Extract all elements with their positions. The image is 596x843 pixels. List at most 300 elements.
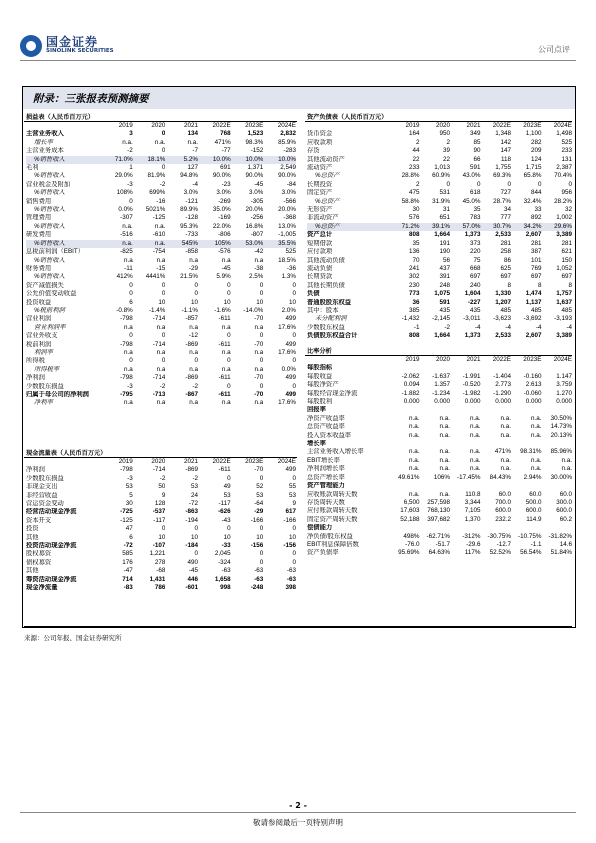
table-cell: 490	[187, 558, 199, 566]
year-header: 2022E	[212, 458, 231, 465]
table-cell: -1,005	[278, 231, 296, 239]
year-header: 2020	[151, 122, 166, 129]
table-cell: 53.0%	[231, 240, 264, 248]
table-cell: n.a	[189, 323, 199, 331]
table-cell: n.a.	[500, 431, 511, 439]
row-label: 公允价值变动收益	[26, 290, 77, 298]
table-cell: -867	[185, 391, 199, 398]
table-cell: 53	[191, 483, 199, 491]
table-cell: -869	[185, 374, 199, 382]
table-cell: 35	[412, 239, 420, 247]
table-row	[307, 516, 572, 524]
table-cell: 385	[408, 306, 420, 314]
table-row	[26, 349, 296, 357]
table-cell: 9	[292, 500, 296, 508]
table-cell: 499	[285, 466, 296, 474]
table-cell: 110.8	[465, 490, 481, 498]
table-row	[26, 525, 296, 533]
table-row	[307, 147, 572, 155]
table-row	[307, 206, 572, 214]
table-cell: 134	[187, 130, 199, 138]
row-label: 资产管理能力	[307, 482, 345, 490]
table-cell: 697	[530, 273, 542, 281]
table-cell: 0	[194, 550, 199, 558]
table-cell: 471%	[494, 448, 511, 456]
table-cell	[511, 440, 542, 448]
table-cell	[511, 524, 542, 532]
table-cell: n.a.	[187, 138, 199, 146]
table-cell: 1,755	[495, 164, 511, 172]
table-cell: -43	[221, 516, 231, 524]
table-cell: 0	[476, 180, 481, 188]
table-cell: -3	[127, 180, 133, 188]
table-cell: n.a.	[408, 490, 420, 498]
table-cell: 90.0%	[278, 172, 296, 180]
table-cell: n.a	[254, 256, 264, 264]
table-cell: -15	[156, 264, 166, 272]
table-cell: n.a	[254, 323, 264, 331]
table-cell: 9	[161, 491, 166, 499]
table-cell: 60.2	[559, 515, 572, 523]
table-cell: 0	[161, 147, 166, 155]
table-cell: 576	[408, 214, 420, 222]
table-cell: -63	[286, 575, 296, 583]
table-cell: 10	[256, 298, 264, 306]
table-row	[26, 374, 296, 382]
row-label: 管理费用	[26, 214, 52, 222]
table-cell: -725	[120, 508, 133, 516]
table-cell: -3,011	[463, 315, 481, 323]
table-cell: -166	[250, 516, 264, 524]
table-cell: 0	[227, 382, 231, 390]
table-cell: 241	[408, 264, 420, 272]
table-cell: n.a	[156, 348, 166, 356]
table-row	[26, 307, 296, 315]
table-cell: 105%	[198, 240, 231, 248]
table-cell: -117	[153, 516, 166, 524]
table-cell: 2,533	[495, 332, 511, 340]
table-cell: 84.43%	[489, 473, 511, 481]
row-label: 筹资活动现金净流	[26, 575, 77, 583]
table-cell: n.a.	[439, 456, 450, 464]
table-cell: n.a.	[530, 423, 542, 431]
table-cell: -324	[218, 558, 231, 566]
table-cell: 697	[561, 273, 572, 281]
table-cell: 94.8%	[180, 172, 199, 180]
table-cell: 1.3%	[281, 273, 296, 281]
table-cell: 22.0%	[212, 222, 231, 230]
table-row	[307, 139, 572, 147]
table-cell: 373	[469, 239, 481, 247]
table-cell: n.a.	[439, 465, 450, 473]
table-row	[307, 440, 572, 448]
table-cell: 240	[469, 281, 481, 289]
table-cell: 0	[161, 332, 166, 340]
table-cell: 56	[442, 256, 450, 264]
table-cell: -754	[152, 248, 166, 256]
table-cell: 10	[256, 533, 264, 541]
table-row	[307, 499, 572, 507]
table-cell: 300.0	[556, 498, 572, 506]
row-label: 净负债/股东权益	[307, 532, 353, 540]
table-cell: -166	[283, 516, 296, 524]
row-label: 总资产收益率	[307, 423, 345, 431]
table-cell: 1,075	[434, 290, 450, 298]
table-cell: 0	[259, 332, 264, 340]
table-cell: 53	[223, 491, 231, 499]
table-cell: 591	[469, 164, 481, 172]
table-row	[26, 299, 296, 307]
row-label: 负债	[307, 290, 320, 298]
table-row	[26, 466, 296, 474]
table-cell: -3,193	[554, 315, 572, 323]
table-cell: 387	[530, 248, 542, 256]
table-cell: 28.7%	[493, 197, 511, 205]
table-cell: 89.9%	[180, 206, 199, 214]
table-row	[26, 181, 296, 189]
row-label: 主营业务收入增长率	[307, 448, 364, 456]
row-label: 资产总计	[307, 231, 333, 239]
table-cell	[389, 524, 420, 532]
table-cell: -0.520	[462, 381, 481, 389]
table-cell: 70	[412, 256, 420, 264]
table-cell: -576	[218, 248, 231, 256]
table-cell: 20.13%	[550, 431, 572, 439]
table-cell: 2	[415, 180, 420, 188]
table-cell: 545%	[165, 240, 198, 248]
table-row	[26, 206, 296, 214]
table-cell: -14.0%	[243, 306, 264, 314]
table-cell: 85.9%	[278, 138, 296, 146]
table-cell: -714	[152, 340, 166, 348]
table-row	[307, 524, 572, 532]
row-label: 每股经营现金净流	[307, 389, 358, 397]
table-cell: 20.0%	[278, 206, 296, 214]
table-cell: -863	[185, 508, 199, 516]
table-cell: n.a	[254, 365, 264, 373]
table-cell: 33	[534, 206, 542, 214]
table-cell: 147	[500, 147, 511, 155]
table-cell: 3.0%	[248, 189, 264, 197]
row-label: 长期投资	[307, 180, 333, 188]
table-cell: 176	[122, 558, 133, 566]
table-cell: n.a.	[408, 456, 420, 464]
table-cell: n.a.	[439, 431, 450, 439]
table-row	[307, 533, 572, 541]
table-cell: -869	[185, 340, 199, 348]
table-cell: 209	[530, 147, 542, 155]
table-cell: 282	[530, 138, 542, 146]
table-cell: n.a.	[408, 448, 420, 456]
table-cell: 2,387	[556, 164, 572, 172]
table-cell: -107	[152, 542, 166, 550]
table-cell: 6	[129, 533, 133, 541]
table-cell: 777	[500, 214, 511, 222]
row-label: 其他	[26, 567, 39, 575]
table-cell: 617	[285, 508, 296, 516]
table-cell: 3.0%	[183, 189, 199, 197]
table-cell: n.a.	[408, 431, 420, 439]
table-cell: 0	[292, 558, 296, 566]
table-cell: 118	[500, 155, 511, 163]
table-cell: 69.3%	[493, 172, 511, 180]
table-row	[26, 198, 296, 206]
table-cell: 39	[442, 147, 450, 155]
table-cell: -256	[250, 214, 264, 222]
table-cell: 22	[442, 155, 450, 163]
table-cell: 1	[129, 164, 133, 172]
table-cell: -68	[156, 567, 166, 575]
row-label: 应收款项	[307, 138, 333, 146]
row-label: 固定资产	[307, 189, 333, 197]
row-label: %销售收入	[26, 156, 100, 164]
table-cell: 17,603	[400, 507, 420, 515]
table-cell: -117	[218, 500, 231, 508]
table-cell: 786	[154, 584, 166, 592]
table-cell: -516	[120, 231, 133, 239]
table-cell: 600.0	[525, 507, 542, 515]
table-cell: 43.0%	[462, 172, 481, 180]
table-cell: 29.6%	[542, 223, 573, 231]
table-cell: 45.0%	[462, 197, 481, 205]
table-cell: 53	[288, 491, 296, 499]
logo-name: 国金证券	[46, 35, 99, 49]
table-cell: 773	[408, 290, 420, 298]
row-label: 短期借款	[307, 239, 333, 247]
table-row	[26, 130, 296, 138]
year-header: 2019	[405, 122, 420, 129]
table-cell: -70	[254, 374, 264, 382]
table-row	[26, 231, 296, 239]
row-label: %税前利润	[34, 306, 65, 314]
table-cell: -45	[221, 264, 231, 272]
table-cell: 471%	[214, 138, 231, 146]
table-cell: 727	[500, 189, 511, 197]
ratio-title: 比率分析	[307, 348, 332, 355]
table-cell: 281	[530, 239, 542, 247]
table-cell	[450, 364, 481, 372]
table-cell: 391	[439, 273, 450, 281]
table-row	[26, 240, 296, 248]
table-cell: -7	[192, 147, 199, 155]
header-divider	[20, 60, 576, 61]
row-label: 其他	[26, 533, 39, 541]
row-label: 每股指标	[307, 364, 333, 372]
table-cell: -1.290	[493, 389, 511, 397]
year-header-row	[26, 122, 296, 130]
table-cell: -610	[152, 231, 166, 239]
row-label: 增长率	[34, 138, 53, 146]
table-cell: 1,431	[149, 575, 166, 583]
table-row	[307, 172, 572, 180]
row-label: 债权募资	[26, 558, 52, 566]
table-cell: 412%	[116, 273, 133, 281]
table-cell: 0	[507, 180, 511, 188]
table-cell: -714	[152, 374, 166, 382]
table-row	[26, 483, 296, 491]
table-cell	[420, 406, 451, 414]
table-cell: -566	[283, 197, 296, 205]
table-cell: 349	[469, 130, 481, 138]
row-label: 其中：股本	[307, 306, 339, 314]
row-label: 投入资本收益率	[307, 431, 352, 439]
table-cell: 0	[259, 550, 264, 558]
table-row	[26, 391, 296, 399]
table-cell: 8	[537, 281, 542, 289]
table-cell: n.a.	[408, 423, 420, 431]
table-cell: -611	[218, 374, 231, 382]
table-cell: n.a	[123, 365, 133, 373]
year-header-row	[307, 356, 572, 364]
cashflow-title: 现金流量表（人民币百万元）	[26, 450, 107, 457]
table-row	[307, 465, 572, 473]
table-cell: -3,623	[493, 315, 511, 323]
table-cell: -63	[286, 567, 296, 575]
table-cell: -2	[192, 474, 199, 482]
table-cell: 2,045	[214, 550, 231, 558]
table-cell: 34	[503, 206, 511, 214]
table-cell: 35.0%	[212, 206, 231, 214]
table-cell: -63	[221, 567, 231, 575]
table-cell: 768,130	[427, 507, 450, 515]
row-label: 营运资金变动	[26, 500, 64, 508]
table-cell: n.a.	[408, 465, 420, 473]
table-cell: -12	[188, 332, 199, 340]
table-cell: 58.8%	[401, 197, 420, 205]
row-label: 其他流动资产	[307, 155, 345, 163]
year-header-row	[26, 458, 296, 466]
table-row	[307, 474, 572, 482]
row-label: 所得税率	[34, 365, 60, 373]
table-cell: 1,664	[434, 332, 450, 340]
row-label: 净利润增长率	[307, 465, 345, 473]
table-row	[26, 147, 296, 155]
year-header: 2024E	[277, 122, 296, 129]
table-cell: -125	[152, 214, 166, 222]
table-cell: 844	[530, 189, 542, 197]
table-cell: 39.1%	[420, 223, 451, 231]
table-cell: 3,389	[556, 332, 572, 340]
row-label: 每股股利	[307, 398, 333, 406]
row-label: 投资活动现金净流	[26, 542, 77, 550]
table-row	[307, 457, 572, 465]
table-cell: 0	[292, 382, 296, 390]
table-cell: 0	[227, 332, 231, 340]
table-cell: 5021%	[145, 206, 166, 214]
table-cell: 5	[129, 491, 133, 499]
table-cell: -36	[286, 264, 296, 272]
table-cell: 498%	[403, 532, 420, 540]
row-label: 应付账款周转天数	[307, 507, 358, 515]
table-cell: -77	[221, 147, 231, 155]
table-cell: -121	[185, 197, 199, 205]
table-cell: 1,221	[149, 550, 166, 558]
table-cell: 0	[129, 332, 133, 340]
table-cell: -2,145	[432, 315, 450, 323]
table-row	[307, 257, 572, 265]
table-cell: 956	[561, 189, 572, 197]
table-cell: 35	[473, 206, 481, 214]
year-header: 2021	[466, 122, 481, 129]
table-row	[307, 373, 572, 381]
table-row	[307, 130, 572, 138]
table-cell: -63	[254, 567, 264, 575]
table-cell: 248	[439, 281, 450, 289]
table-cell	[420, 524, 451, 532]
table-cell: 5.9%	[216, 273, 231, 281]
table-cell: -2	[159, 180, 166, 188]
table-cell: -16	[156, 197, 166, 205]
table-cell: -807	[250, 231, 264, 239]
table-cell: 64.63%	[428, 549, 450, 557]
table-cell: -70	[254, 391, 264, 398]
table-cell: 85.96%	[550, 448, 572, 456]
company-logo	[20, 32, 140, 60]
table-cell: 1,715	[525, 164, 542, 172]
table-cell: 998	[220, 584, 231, 592]
table-cell: 230	[408, 281, 420, 289]
table-cell: 1,373	[464, 332, 481, 340]
row-label: 资本开支	[26, 516, 52, 524]
table-cell: 52	[256, 483, 264, 491]
table-row	[307, 164, 572, 172]
table-cell: n.a	[189, 399, 199, 407]
table-cell: 651	[439, 214, 450, 222]
table-cell: 18.5%	[278, 256, 296, 264]
row-label: 财务费用	[26, 264, 52, 272]
table-cell: n.a.	[100, 240, 133, 248]
table-cell: 10.0%	[198, 156, 231, 164]
table-cell: 700.0	[495, 498, 511, 506]
table-cell: -83	[123, 584, 133, 592]
table-cell: 18.1%	[133, 156, 166, 164]
table-cell: 65.8%	[523, 172, 542, 180]
table-cell: -184	[185, 542, 199, 550]
table-row	[26, 324, 296, 332]
row-label: 流动资产	[307, 164, 333, 172]
table-cell: 98.3%	[245, 138, 264, 146]
table-cell: 0	[161, 130, 166, 138]
table-cell: -194	[185, 516, 199, 524]
table-row	[307, 156, 572, 164]
row-label: 营业利润率	[34, 323, 66, 331]
cashflow-table	[26, 458, 296, 593]
table-cell: 60.0	[498, 490, 511, 498]
table-cell: 0	[259, 281, 264, 289]
table-cell: 499	[285, 391, 296, 398]
table-cell: 131	[561, 155, 572, 163]
table-cell: 714	[122, 575, 133, 583]
table-cell: -798	[120, 315, 133, 323]
table-cell	[542, 482, 573, 490]
row-label: 非现金支出	[26, 483, 58, 491]
year-header: 2019	[405, 356, 420, 363]
table-cell: -733	[185, 231, 199, 239]
table-cell: -1.882	[401, 389, 420, 397]
table-cell: -601	[185, 584, 199, 592]
table-cell: 164	[408, 130, 420, 138]
table-cell: 30	[412, 206, 420, 214]
table-cell: 1,002	[556, 214, 572, 222]
table-cell: 17.6%	[278, 323, 296, 331]
table-cell: 281	[500, 239, 511, 247]
table-cell: n.a.	[439, 414, 450, 422]
table-cell: 10.0%	[263, 156, 296, 164]
table-cell: 36	[412, 298, 420, 306]
table-cell: 625	[500, 264, 511, 272]
table-cell	[389, 482, 420, 490]
table-cell: 397,682	[427, 515, 450, 523]
